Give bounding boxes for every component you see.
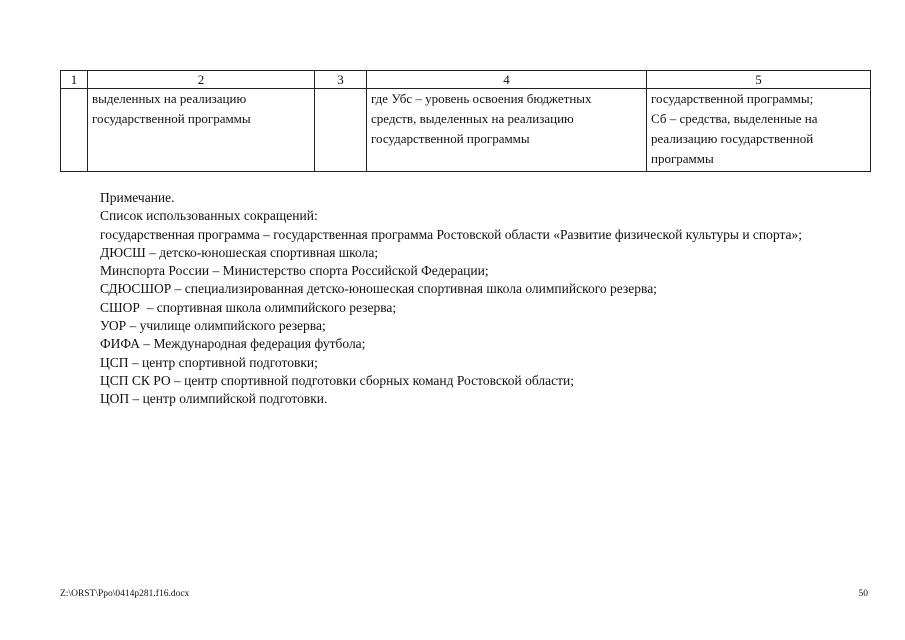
- footer-file-path: Z:\ORST\Ppo\0414p281.f16.docx: [60, 589, 190, 599]
- note-title: Примечание.: [100, 190, 175, 205]
- table-cell-col3: [315, 89, 367, 172]
- cell-line: где Убс – уровень освоения бюджетных: [371, 91, 592, 106]
- cell-line: программы: [651, 151, 714, 166]
- table-cell-col2: [88, 89, 315, 172]
- abbreviation-item: ЦОП – центр олимпийской подготовки.: [100, 391, 328, 407]
- table-row: [61, 89, 871, 172]
- table-cell-col1: [61, 89, 88, 172]
- table-header-row: [61, 71, 871, 89]
- abbreviation-item: ДЮСШ – детско-юношеская спортивная школа;: [100, 244, 379, 260]
- page-number: 50: [858, 589, 868, 599]
- column-number-2: 2: [88, 71, 315, 89]
- abbreviations-title: Список использованных сокращений:: [100, 208, 318, 224]
- table-cell-col4: [367, 89, 647, 172]
- column-number-1: 1: [61, 71, 88, 89]
- table-cell-col5: [647, 89, 871, 172]
- cell-line: государственной программы: [92, 111, 251, 126]
- column-number-4: 4: [367, 71, 647, 89]
- cell-line: реализацию государственной: [651, 131, 814, 146]
- notes-section: [60, 189, 868, 409]
- cell-line: средств, выделенных на реализацию: [371, 111, 574, 126]
- abbreviation-item: государственная программа – государственная программа Ростовской области «Развитие физической культуры и спорта»;: [100, 226, 803, 242]
- cell-line: государственной программы;: [651, 91, 814, 106]
- abbreviation-item: ФИФА – Международная федерация футбола;: [100, 336, 366, 352]
- abbreviation-item: Минспорта России – Министерство спорта Российской Федерации;: [100, 263, 489, 279]
- abbreviation-item: СДЮСШОР – специализированная детско-юношеская спортивная школа олимпийского резерва;: [100, 281, 657, 297]
- abbreviation-item: УОР – училище олимпийского резерва;: [100, 318, 326, 334]
- column-number-5: 5: [647, 71, 871, 89]
- column-number-3: 3: [315, 71, 367, 89]
- abbreviation-item: ЦСП – центр спортивной подготовки;: [100, 354, 318, 370]
- cell-line: выделенных на реализацию: [92, 91, 247, 106]
- continuation-table: [60, 70, 871, 172]
- cell-line: государственной программы: [371, 131, 530, 146]
- abbreviation-item: ЦСП СК РО – центр спортивной подготовки сборных команд Ростовской области;: [100, 372, 574, 388]
- cell-line: Сб – средства, выделенные на: [651, 111, 818, 126]
- abbreviation-item: СШОР – спортивная школа олимпийского резерва;: [100, 299, 397, 315]
